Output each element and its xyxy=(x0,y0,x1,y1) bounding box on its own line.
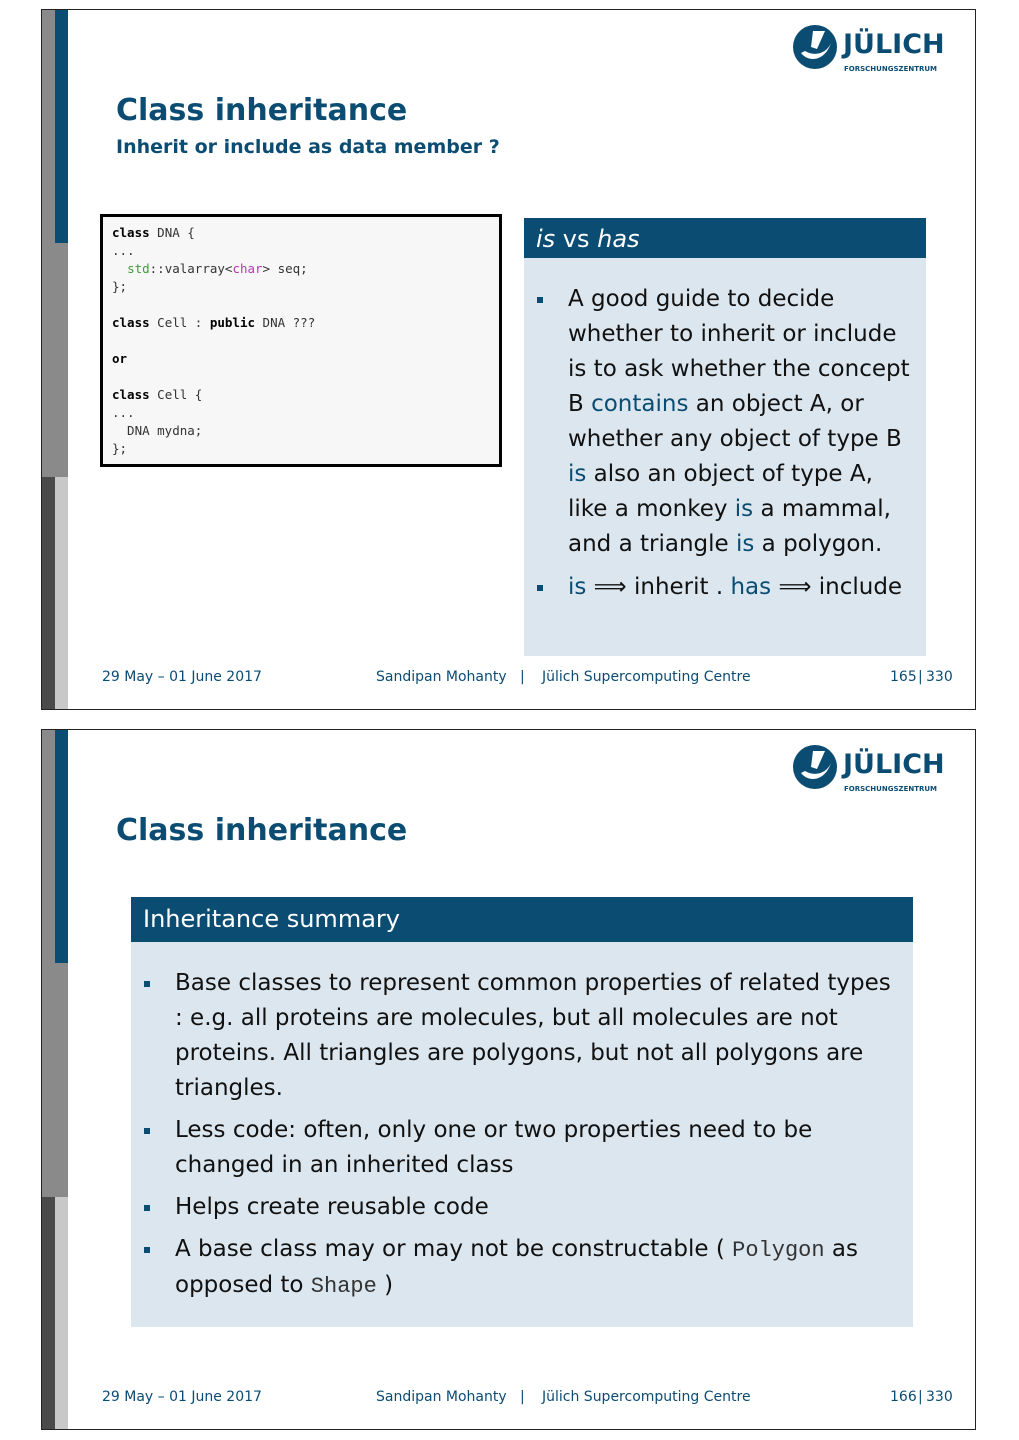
code-block xyxy=(100,214,502,467)
footer-total: 330 xyxy=(926,669,953,685)
slide-footer xyxy=(42,669,975,689)
inheritance-summary-block xyxy=(131,897,913,1327)
slide-footer xyxy=(42,1389,975,1409)
footer-date: 29 May – 01 June 2017 xyxy=(102,1389,262,1405)
side-bar-inner xyxy=(55,10,68,709)
bullet-list xyxy=(131,942,913,1304)
footer-date: 29 May – 01 June 2017 xyxy=(102,669,262,685)
footer-separator: | xyxy=(520,669,525,685)
slide-166 xyxy=(41,729,976,1430)
slide-title: Class inheritance xyxy=(116,813,408,848)
side-bar-inner xyxy=(55,730,68,1429)
list-item: is ⟹ inherit . has ⟹ include xyxy=(568,570,918,605)
footer-author: Sandipan Mohanty xyxy=(376,669,507,685)
footer-page-pipe: | xyxy=(918,669,923,685)
logo-name: JÜLICH xyxy=(843,29,945,60)
footer-page: 166 xyxy=(890,1389,917,1405)
footer-total: 330 xyxy=(926,1389,953,1405)
block-title: Inheritance summary xyxy=(131,897,913,942)
side-bar-outer xyxy=(42,730,55,1429)
side-bar-outer xyxy=(42,10,55,709)
footer-separator: | xyxy=(520,1389,525,1405)
footer-page-pipe: | xyxy=(918,1389,923,1405)
slide-165 xyxy=(41,9,976,710)
footer-org: Jülich Supercomputing Centre xyxy=(542,669,751,685)
is-vs-has-block xyxy=(524,218,926,656)
julich-logo-icon xyxy=(791,23,839,71)
logo-sub: FORSCHUNGSZENTRUM xyxy=(844,785,938,793)
list-item: A base class may or may not be constructable ( Polygon as opposed to Shape ) xyxy=(175,1232,905,1304)
bullet-list xyxy=(524,258,926,605)
footer-org: Jülich Supercomputing Centre xyxy=(542,1389,751,1405)
slide-title: Class inheritance xyxy=(116,93,408,128)
list-item: Less code: often, only one or two properties need to be changed in an inherited class xyxy=(175,1113,905,1183)
footer-author: Sandipan Mohanty xyxy=(376,1389,507,1405)
list-item: A good guide to decide whether to inherit or include is to ask whether the concept B contains an object A, or whether any object of type B is also an object of type A, like a monkey is a mammal, and a triangle is a polygon. xyxy=(568,282,918,562)
julich-logo xyxy=(791,23,951,75)
block-title: is vs has xyxy=(524,218,926,258)
code-text: class DNA { ... std::valarray<char> seq; }; class Cell : public DNA ??? or class Cell { ... DNA mydna; }; xyxy=(112,225,316,456)
logo-sub: FORSCHUNGSZENTRUM xyxy=(844,65,938,73)
logo-name: JÜLICH xyxy=(843,749,945,780)
footer-page: 165 xyxy=(890,669,917,685)
julich-logo xyxy=(791,743,951,795)
slide-subtitle: Inherit or include as data member ? xyxy=(116,136,500,158)
list-item: Base classes to represent common properties of related types : e.g. all proteins are molecules, but all molecules are not proteins. All triangles are polygons, but not all polygons are triangles. xyxy=(175,966,905,1106)
list-item: Helps create reusable code xyxy=(175,1190,905,1225)
julich-logo-icon xyxy=(791,743,839,791)
